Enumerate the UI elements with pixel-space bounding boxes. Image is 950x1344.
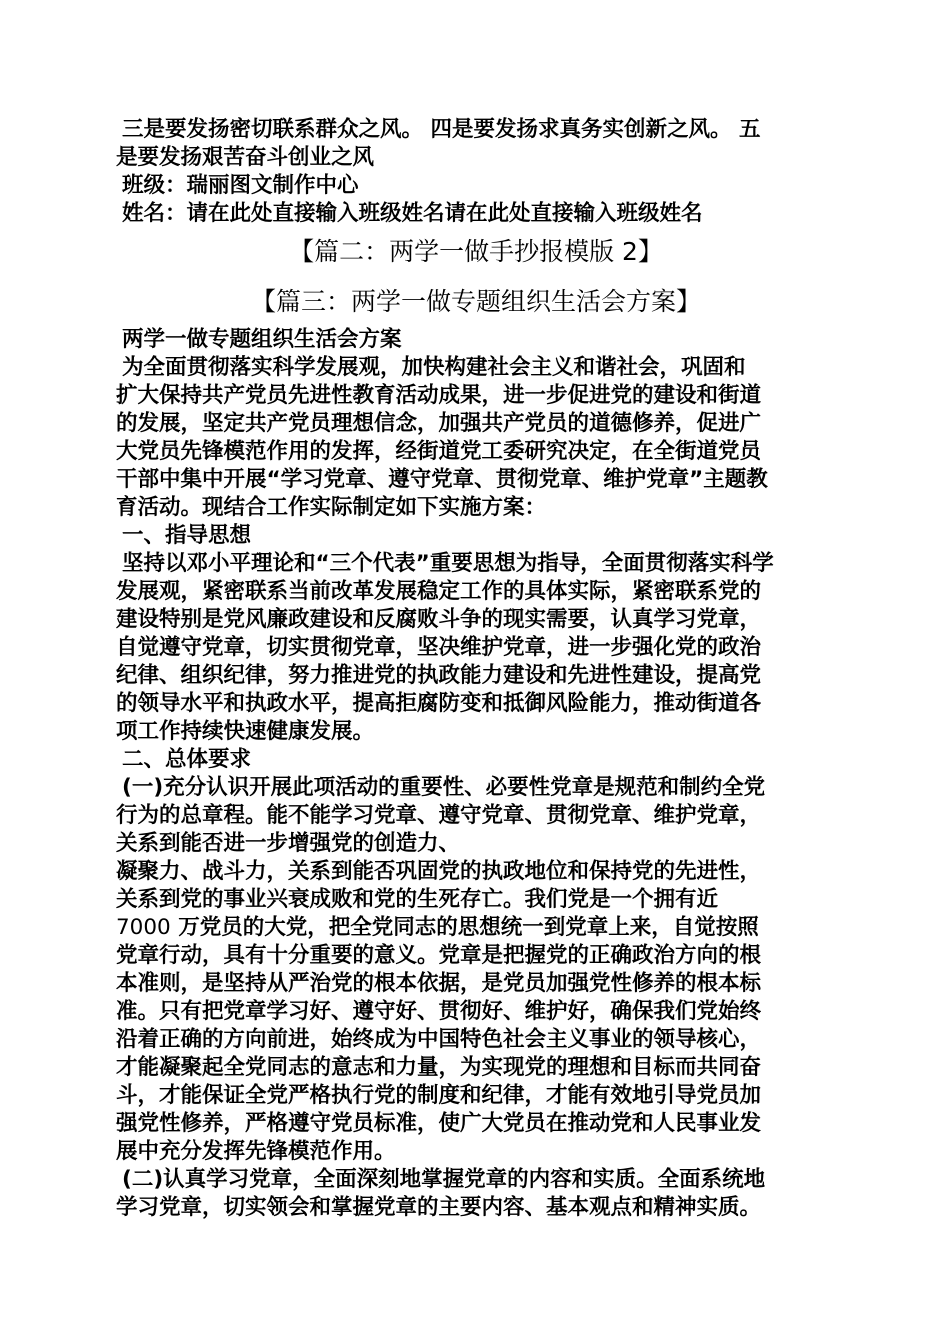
section-2-line: 凝聚力、战斗力，关系到能否巩固党的执政地位和保持党的先进性， — [116, 859, 762, 884]
section-1-line: 建设特别是党风廉政建设和反腐败斗争的现实需要，认真学习党章， — [116, 607, 762, 632]
section-1-line: 发展观，紧密联系当前改革发展稳定工作的具体实际，紧密联系党的 — [116, 579, 762, 604]
section-2-line: 强党性修养，严格遵守党员标准，使广大党员在推动党和人民事业发 — [116, 1111, 762, 1136]
heading-part-3: 【篇三：两学一做专题组织生活会方案】 — [250, 287, 701, 316]
section-2-line: 展中充分发挥先锋模范作用。 — [116, 1139, 396, 1164]
intro-line: 育活动。现结合工作实际制定如下实施方案： — [116, 495, 547, 520]
intro-line: 的发展，坚定共产党员理想信念，加强共产党员的道德修养，促进广 — [116, 411, 762, 436]
section-1-paragraph — [116, 550, 836, 746]
section-2-line: (一)充分认识开展此项活动的重要性、必要性党章是规范和制约全党 — [122, 775, 766, 800]
intro-line: 大党员先锋模范作用的发挥，经街道党工委研究决定，在全街道党员 — [116, 439, 762, 464]
section-2-line: 党章行动，具有十分重要的意义。党章是把握党的正确政治方向的根 — [116, 943, 762, 968]
section-2-line-7000 — [116, 914, 836, 942]
section-2-part-2-line: (二)认真学习党章，全面深刻地掌握党章的内容和实质。全面系统地 — [122, 1167, 766, 1192]
class-line: 班级：瑞丽图文制作中心 — [122, 173, 359, 198]
section-2-line: 本准则，是坚持从严治党的根本依据，是党员加强党性修养的根本标 — [116, 971, 762, 996]
section-1-line: 的领导水平和执政水平，提高拒腐防变和抵御风险能力，推动街道各 — [116, 691, 762, 716]
section-2-line: 准。只有把党章学习好、遵守好、贯彻好、维护好，确保我们党始终 — [116, 999, 762, 1024]
section-1-title: 一、指导思想 — [122, 523, 252, 548]
section-2-line: 关系到党的事业兴衰成败和党的生死存亡。我们党是一个拥有近 — [116, 887, 719, 912]
top-line-1: 三是要发扬密切联系群众之风。 四是要发扬求真务实创新之风。 五 — [122, 117, 761, 142]
section-1-line: 自觉遵守党章，切实贯彻党章，坚决维护党章，进一步强化党的政治 — [116, 635, 762, 660]
section-1-line: 坚持以邓小平理论和“三个代表”重要思想为指导，全面贯彻落实科学 — [122, 551, 774, 576]
section-2-line: 行为的总章程。能不能学习党章、遵守党章、贯彻党章、维护党章， — [116, 803, 762, 828]
section-2-part-2-line: 学习党章，切实领会和掌握党章的主要内容、基本观点和精神实质。 — [116, 1195, 762, 1220]
top-line-2: 是要发扬艰苦奋斗创业之风 — [116, 145, 375, 170]
section-2-part-1-paragraph — [116, 774, 836, 1166]
number-7000: 7000 — [116, 915, 171, 940]
section-1-line: 纪律、组织纪律，努力推进党的执政能力建设和先进性建设，提高党 — [116, 663, 762, 688]
section-2-line: 沿着正确的方向前进，始终成为中国特色社会主义事业的领导核心， — [116, 1027, 762, 1052]
document-page — [116, 116, 836, 1222]
line-7000-text: 万党员的大党，把全党同志的思想统一到党章上来，自觉按照 — [170, 915, 759, 940]
name-line: 姓名：请在此处直接输入班级姓名请在此处直接输入班级姓名 — [122, 201, 703, 226]
section-2-line: 斗，才能保证全党严格执行党的制度和纪律，才能有效地引导党员加 — [116, 1083, 762, 1108]
document-title: 两学一做专题组织生活会方案 — [122, 327, 402, 352]
intro-line: 扩大保持共产党员先进性教育活动成果，进一步促进党的建设和街道 — [116, 383, 762, 408]
section-1-line: 项工作持续快速健康发展。 — [116, 719, 375, 744]
section-2-part-2-paragraph — [116, 1166, 836, 1222]
section-2-line: 关系到能否进一步增强党的创造力、 — [116, 831, 461, 856]
intro-line: 为全面贯彻落实科学发展观，加快构建社会主义和谐社会，巩固和 — [122, 355, 746, 380]
heading-part-2: 【篇二：两学一做手抄报模版 2】 — [289, 237, 663, 266]
intro-line: 干部中集中开展“学习党章、遵守党章、贯彻党章、维护党章”主题教 — [116, 467, 768, 492]
section-2-line: 才能凝聚起全党同志的意志和力量，为实现党的理想和目标而共同奋 — [116, 1055, 762, 1080]
intro-paragraph — [116, 354, 836, 522]
section-2-title: 二、总体要求 — [122, 747, 252, 772]
